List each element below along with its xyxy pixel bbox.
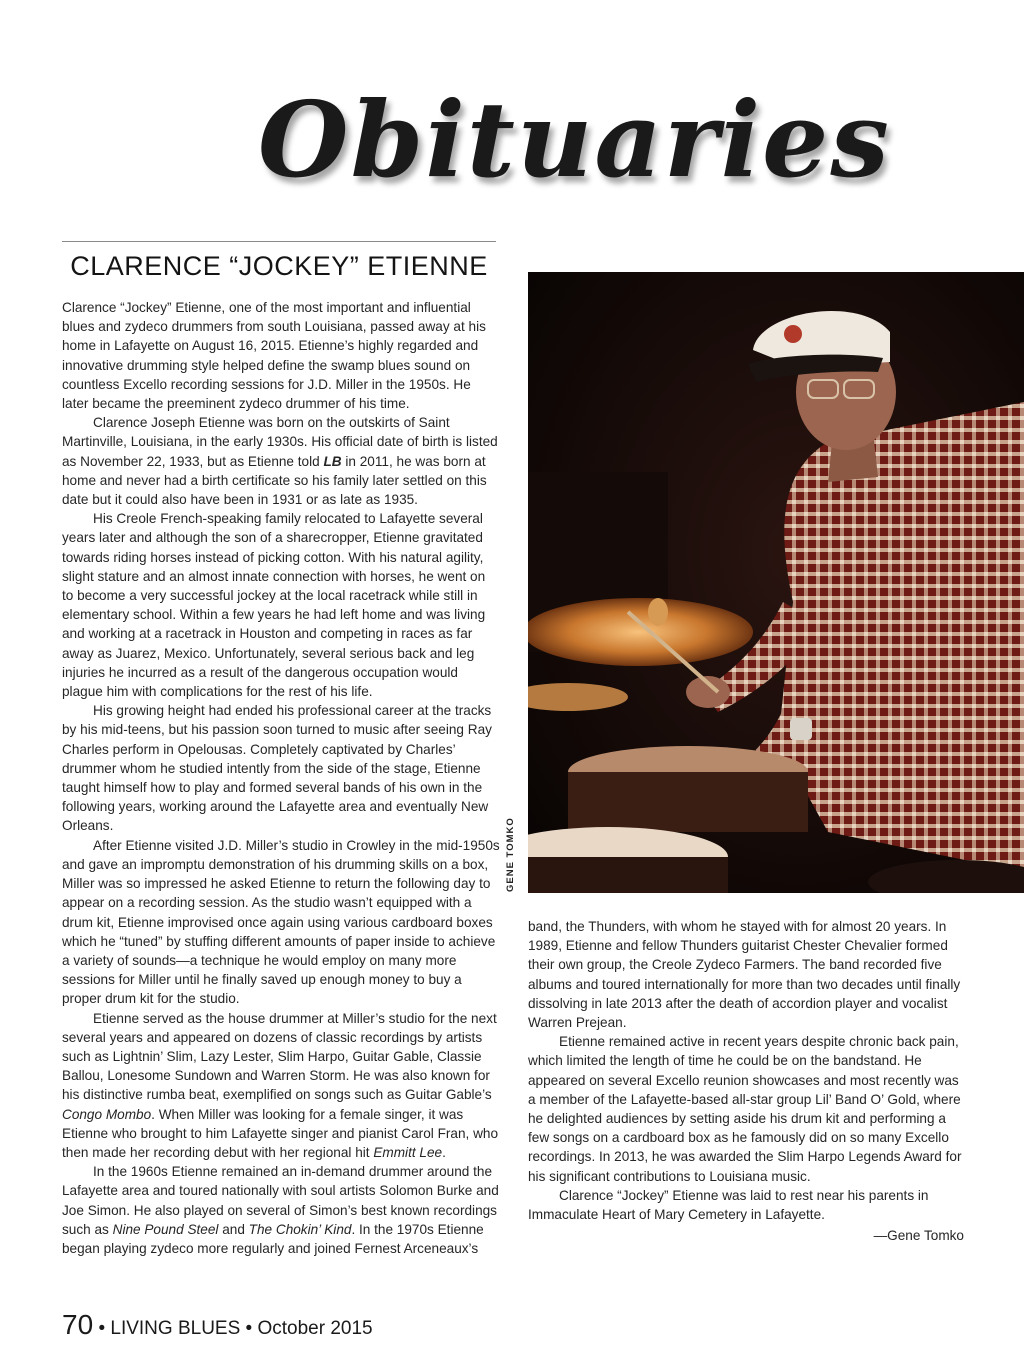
song-title: Congo Mombo — [62, 1106, 152, 1122]
publication-name: LIVING BLUES — [110, 1318, 241, 1339]
footer-separator: • — [98, 1318, 106, 1339]
masthead — [0, 30, 1024, 220]
paragraph: His growing height had ended his professional career at the tracks by his mid-teens, but his passion soon turned to music after seeing Ray Charles perform in Opelousas. Completely captivated by Charles’ drummer whom he studied intently from the side of the stage, Etienne taught himself how to play and formed several bands of his own in the following years, working around the Lafayette area and eventually New Orleans. — [62, 703, 492, 834]
author-signature: —Gene Tomko — [873, 1228, 964, 1244]
paragraph: His Creole French-speaking family relocated to Lafayette several years later and although the son of a sharecropper, Etienne gravitated towards riding horses instead of picking cotton. With his natural agility, slight stature and an almost innate connection with horses, he went on to become a very successful jockey at the local racetrack while still in elementary school. Within a few years he had left home and was living and working at a racetrack in Houston and competing in races as far away as Juarez, Mexico. Unfortunately, several serious back and leg injuries he incurred as a result of the dangerous occupation would plague him with complications for the rest of his life. — [62, 511, 486, 700]
paragraph: band, the Thunders, with whom he stayed with for almost 20 years. In 1989, Etienne and fellow Thunders guitarist Chester Chevalier formed their own group, the Creole Zydeco Farmers. The band recorded five albums and toured internationally for more than two decades until finally dissolving in late 2013 after the death of accordion player and vocalist Warren Prejean. — [528, 919, 961, 1031]
magazine-abbrev: LB — [323, 453, 342, 469]
section-title: Obituaries — [258, 78, 891, 201]
photo-credit: GENE TOMKO — [505, 817, 516, 892]
paragraph: Clarence Joseph Etienne was born on the outskirts of Saint Martinville, Louisiana, in the early 1930s. His official date of birth is listed as November 22, 1933, but as Etienne told LB in 2011, he was born at home and never had a birth certificate so his family later settled on this date but it could also have been in 1931 or as late as 1935. — [62, 415, 498, 508]
footer-separator: • — [245, 1318, 253, 1339]
page-footer — [62, 1309, 373, 1341]
issue-date: October 2015 — [257, 1318, 373, 1339]
song-title: The Chokin’ Kind — [248, 1221, 352, 1237]
drummer-photo — [528, 272, 1024, 893]
headline-rule — [62, 241, 496, 242]
article-column-left — [62, 298, 500, 1258]
paragraph: Etienne served as the house drummer at Miller’s studio for the next several years and appeared on dozens of classic recordings by artists such as Lightnin’ Slim, Lazy Lester, Slim Harpo, Guitar Gable, Classie Ballou, Lonesome Sundown and Warren Storm. He was also known for his distinctive rumba beat, exemplified on songs such as Guitar Gable’s Congo Mombo. When Miller was looking for a female singer, it was Etienne who brought to him Lafayette singer and pianist Carol Fran, who then made her recording debut with her regional hit Emmitt Lee. — [62, 1010, 499, 1160]
article-column-right — [528, 917, 964, 1245]
song-title: Nine Pound Steel — [112, 1221, 219, 1237]
paragraph: Etienne remained active in recent years despite chronic back pain, which limited the length of time he could be on the bandstand. He appeared on several Excello reunion showcases and most recently was a member of the Lafayette-based all-star group Lil’ Band O’ Gold, where he delighted audiences by setting aside his drum kit and performing a few songs on a cardboard box as he famously did on so many Excello recordings. In 2013, he was awarded the Slim Harpo Legends Award for his significant contributions to Louisiana music. — [528, 1034, 962, 1184]
paragraph: Clarence “Jockey” Etienne, one of the most important and influential blues and zydeco drummers from south Louisiana, passed away at his home in Lafayette on August 16, 2015. Etienne’s highly regarded and innovative drumming style helped define the swamp blues sound on countless Excello recording sessions for J.D. Miller in the 1950s. He later became the preeminent zydeco drummer of his time. — [62, 300, 486, 412]
song-title: Emmitt Lee — [373, 1144, 443, 1160]
paragraph: In the 1960s Etienne remained an in-demand drummer around the Lafayette area and toured nationally with soul artists Solomon Burke and Joe Simon. He also played on several of Simon’s best known recordings such as Nine Pound Steel and The Chokin’ Kind. In the 1970s Etienne began playing zydeco more regularly and joined Fernest Arceneaux’s — [62, 1164, 499, 1256]
article-headline: CLARENCE “JOCKEY” ETIENNE — [70, 251, 488, 281]
drummer-photo-illustration — [528, 272, 1024, 893]
paragraph: After Etienne visited J.D. Miller’s studio in Crowley in the mid-1950s and gave an impromptu demonstration of his drumming skills on a box, Miller was so impressed he asked Etienne to return the following day to appear on a recording session. As the studio wasn’t equipped with a drum kit, Etienne improvised once again using various cardboard boxes which he “tuned” by stuffing different amounts of paper inside to achieve a variety of sounds—a technique he would employ on many more sessions for Miller until he finally saved up enough money to buy a proper drum kit for the studio. — [62, 837, 500, 1007]
paragraph: Clarence “Jockey” Etienne was laid to rest near his parents in Immaculate Heart of Mary Cemetery in Lafayette. — [528, 1187, 929, 1223]
page-number: 70 — [62, 1309, 94, 1340]
